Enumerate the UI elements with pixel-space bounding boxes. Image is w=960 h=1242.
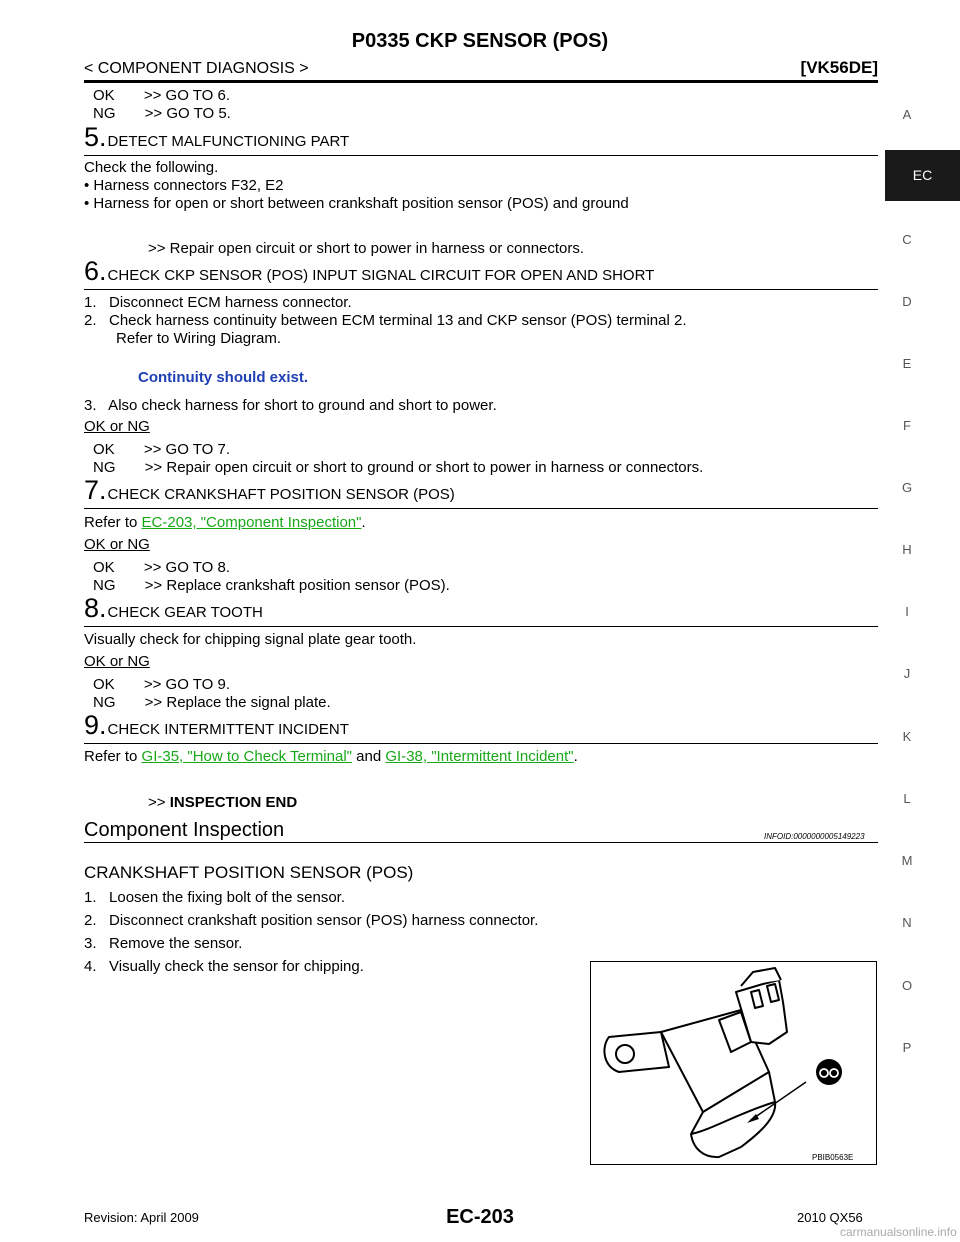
step6-line3: Refer to Wiring Diagram. <box>116 330 282 347</box>
sidebar-letter-i[interactable]: I <box>905 604 909 619</box>
step-7-number: 7. <box>84 475 107 505</box>
sidebar-letter-n[interactable]: N <box>902 915 912 930</box>
step6-ng: NG >> Repair open circuit or short to ground or short to power in harness or connectors. <box>93 459 704 476</box>
sidebar-letter-l[interactable]: L <box>903 791 911 806</box>
step7-refer <box>84 514 366 532</box>
continuity-spec: Continuity should exist. <box>138 369 309 386</box>
page-title: P0335 CKP SENSOR (POS) <box>351 30 609 52</box>
step-8-number: 8. <box>84 593 107 623</box>
step8-okng: OK or NG <box>84 653 150 670</box>
step-8-rule <box>84 626 878 627</box>
section-label: < COMPONENT DIAGNOSIS > <box>84 60 309 77</box>
step9-refer <box>84 748 578 766</box>
step-5-number: 5. <box>84 122 107 152</box>
inspection-end-prefix: >> <box>148 794 170 811</box>
engine-label: [VK56DE] <box>800 58 878 77</box>
step7-refer-dot: . <box>361 514 366 531</box>
component-inspection-rule <box>84 842 878 843</box>
sidebar-letter-a[interactable]: A <box>902 107 912 122</box>
ci-step-2: 2. Disconnect crankshaft position sensor (POS) harness connector. <box>84 912 539 929</box>
step9-refer-text: Refer to <box>84 748 142 765</box>
sidebar-tab-ec[interactable]: EC <box>885 150 960 201</box>
step9-refer-dot: . <box>573 748 578 765</box>
ci-step-4: 4. Visually check the sensor for chipping. <box>84 958 364 975</box>
component-inspection-title: Component Inspection <box>84 819 285 841</box>
sidebar-letter-p[interactable]: P <box>902 1040 912 1055</box>
sidebar-letter-k[interactable]: K <box>902 729 912 744</box>
sidebar-letter-f[interactable]: F <box>903 418 911 433</box>
step8-line1: Visually check for chipping signal plate gear tooth. <box>84 631 417 648</box>
model-year: 2010 QX56 <box>797 1210 863 1225</box>
step-6-rule <box>84 289 878 290</box>
sidebar-letter-d[interactable]: D <box>902 294 912 309</box>
sidebar-letter-o[interactable]: O <box>901 978 913 993</box>
step-7-rule <box>84 508 878 509</box>
step8-ng: NG >> Replace the signal plate. <box>93 694 331 711</box>
ci-step-3: 3. Remove the sensor. <box>84 935 243 952</box>
step-9-rule <box>84 743 878 744</box>
crankshaft-sensor-drawing <box>591 962 875 1163</box>
inspection-end-text: INSPECTION END <box>169 794 298 811</box>
step7-okng: OK or NG <box>84 536 150 553</box>
page-number: EC-203 <box>446 1206 514 1228</box>
step4-ng: NG >> GO TO 5. <box>93 105 231 122</box>
step-8-heading <box>84 593 263 624</box>
step5-line1: Check the following. <box>84 159 219 176</box>
step7-ng: NG >> Replace crankshaft position sensor (POS). <box>93 577 450 594</box>
step-9-heading <box>84 710 349 741</box>
link-ec-203-component-inspection[interactable]: EC-203, "Component Inspection" <box>141 514 362 531</box>
step6-line5: 3. Also check harness for short to ground and short to power. <box>84 397 497 414</box>
inspection-end <box>148 794 297 812</box>
step9-and-text: and <box>351 748 386 765</box>
step6-okng: OK or NG <box>84 418 150 435</box>
step5-line2: • Harness connectors F32, E2 <box>84 177 284 194</box>
step-7-title: CHECK CRANKSHAFT POSITION SENSOR (POS) <box>107 486 455 503</box>
sidebar-letter-c[interactable]: C <box>902 232 912 247</box>
sidebar-letter-g[interactable]: G <box>901 480 913 495</box>
step7-ok: OK >> GO TO 8. <box>93 559 230 576</box>
step6-line1: 1. Disconnect ECM harness connector. <box>84 294 352 311</box>
step-9-number: 9. <box>84 710 107 740</box>
step-6-heading <box>84 256 654 287</box>
watermark: carmanualsonline.info <box>840 1225 957 1239</box>
step-9-title: CHECK INTERMITTENT INCIDENT <box>107 721 349 738</box>
sidebar-letter-j[interactable]: J <box>903 666 911 681</box>
step-8-title: CHECK GEAR TOOTH <box>107 604 263 621</box>
step-5-rule <box>84 155 878 156</box>
link-gi-38-intermittent-incident[interactable]: GI-38, "Intermittent Incident" <box>385 748 574 765</box>
step-6-title: CHECK CKP SENSOR (POS) INPUT SIGNAL CIRCUIT FOR OPEN AND SHORT <box>107 267 655 284</box>
sidebar-letter-h[interactable]: H <box>902 542 912 557</box>
step5-action: >> Repair open circuit or short to power in harness or connectors. <box>148 240 585 257</box>
step-7-heading <box>84 475 455 506</box>
step-6-number: 6. <box>84 256 107 286</box>
ci-step-1: 1. Loosen the fixing bolt of the sensor. <box>84 889 346 906</box>
step8-ok: OK >> GO TO 9. <box>93 676 230 693</box>
step-5-title: DETECT MALFUNCTIONING PART <box>107 133 350 150</box>
header-rule <box>84 80 878 83</box>
step5-line3: • Harness for open or short between crankshaft position sensor (POS) and ground <box>84 195 629 212</box>
step6-line2: 2. Check harness continuity between ECM terminal 13 and CKP sensor (POS) terminal 2. <box>84 312 687 329</box>
info-id: INFOID:0000000005149223 <box>764 832 865 841</box>
sidebar-letter-m[interactable]: M <box>901 853 913 868</box>
figure-code: PBIB0563E <box>812 1153 854 1162</box>
step4-ok: OK >> GO TO 6. <box>93 87 230 104</box>
step6-ok: OK >> GO TO 7. <box>93 441 230 458</box>
step7-refer-text: Refer to <box>84 514 142 531</box>
ckp-subtitle: CRANKSHAFT POSITION SENSOR (POS) <box>84 863 414 882</box>
sidebar-letter-e[interactable]: E <box>902 356 912 371</box>
revision-date: Revision: April 2009 <box>84 1210 199 1225</box>
step-5-heading <box>84 122 349 153</box>
sensor-illustration <box>590 961 877 1165</box>
link-gi-35-how-to-check-terminal[interactable]: GI-35, "How to Check Terminal" <box>141 748 352 765</box>
